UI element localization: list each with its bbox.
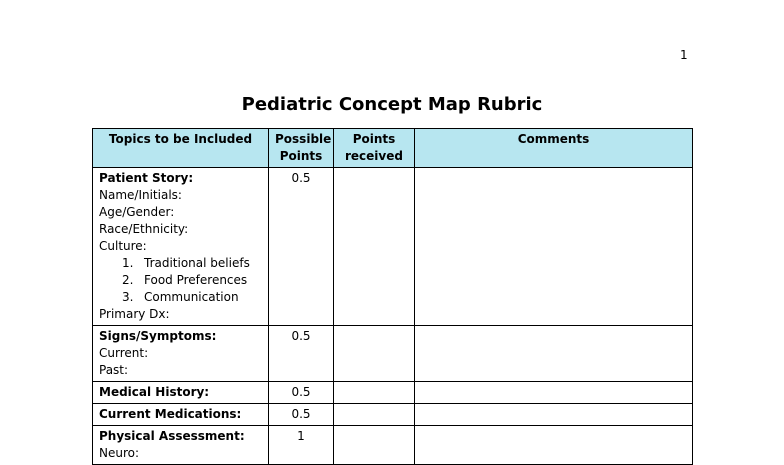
topic-cell (93, 168, 269, 326)
possible-points-cell: 0.5 (269, 326, 334, 382)
item-text: Communication (144, 290, 239, 304)
numbered-item (99, 272, 262, 289)
table-row (93, 426, 693, 465)
points-received-cell[interactable] (334, 426, 415, 465)
sub-item: Neuro: (99, 446, 140, 460)
item-number: 3. (122, 290, 134, 304)
topic-title: Patient Story: (99, 171, 194, 185)
header-row (93, 129, 693, 168)
table-row (93, 168, 693, 326)
points-received-cell[interactable] (334, 404, 415, 426)
table-row (93, 382, 693, 404)
item-number: 2. (122, 273, 134, 287)
comments-cell[interactable] (415, 382, 693, 404)
points-received-cell[interactable] (334, 326, 415, 382)
sub-item: Race/Ethnicity: (99, 222, 189, 236)
item-text: Traditional beliefs (144, 256, 250, 270)
topic-title: Physical Assessment: (99, 429, 245, 443)
comments-cell[interactable] (415, 168, 693, 326)
topic-cell (93, 382, 269, 404)
comments-cell[interactable] (415, 426, 693, 465)
sub-item: Current: (99, 346, 149, 360)
page-number: 1 (680, 48, 688, 62)
comments-cell[interactable] (415, 404, 693, 426)
table-row (93, 404, 693, 426)
comments-cell[interactable] (415, 326, 693, 382)
sub-item: Age/Gender: (99, 205, 175, 219)
numbered-item (99, 255, 262, 272)
header-comments: Comments (415, 129, 693, 168)
possible-points-cell: 1 (269, 426, 334, 465)
topic-cell (93, 326, 269, 382)
header-possible-line2: Points (279, 149, 323, 163)
topic-cell (93, 404, 269, 426)
sub-item: Past: (99, 363, 129, 377)
sub-item: Name/Initials: (99, 188, 182, 202)
possible-points-cell: 0.5 (269, 382, 334, 404)
rubric-table (92, 128, 693, 465)
item-text: Food Preferences (144, 273, 248, 287)
points-received-cell[interactable] (334, 168, 415, 326)
header-received-line2: received (345, 149, 403, 163)
header-possible-points (269, 129, 334, 168)
header-topics: Topics to be Included (93, 129, 269, 168)
item-number: 1. (122, 256, 134, 270)
points-received-cell[interactable] (334, 382, 415, 404)
document-title: Pediatric Concept Map Rubric (241, 94, 543, 115)
possible-points-cell: 0.5 (269, 168, 334, 326)
possible-points-cell: 0.5 (269, 404, 334, 426)
topic-title: Current Medications: (99, 407, 242, 421)
header-points-received (334, 129, 415, 168)
topic-cell (93, 426, 269, 465)
topic-title: Signs/Symptoms: (99, 329, 217, 343)
numbered-item (99, 289, 262, 306)
sub-item: Primary Dx: (99, 307, 170, 321)
table-row (93, 326, 693, 382)
header-received-line1: Points (352, 132, 396, 146)
header-possible-line1: Possible (275, 132, 332, 146)
sub-item: Culture: (99, 239, 147, 253)
topic-title: Medical History: (99, 385, 210, 399)
